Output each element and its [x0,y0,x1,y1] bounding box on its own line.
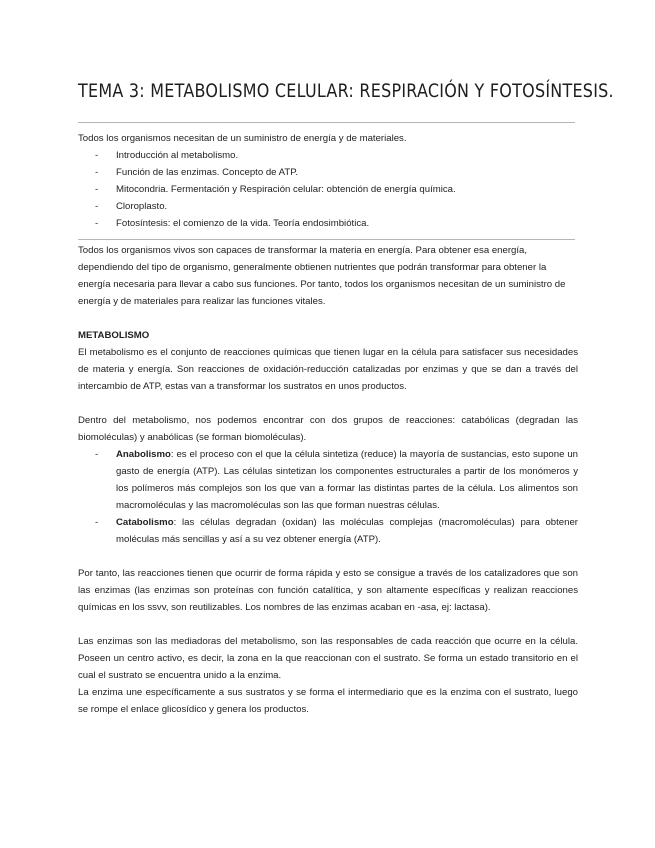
topic-item: - Fotosíntesis: el comienzo de la vida. Teoría endosimbiótica. [78,215,578,232]
metabolism-paragraph-3: Por tanto, las reacciones tienen que ocurrir de forma rápida y esto se consigue a través de los catalizadores que son las enzimas (las enzimas son proteínas con función catalítica, y son altamente específicas y realizan reacciones químicas en los ssvv, son reutilizables. Los nombres de las enzimas acaban en -asa, ej: lactasa). [78,568,578,613]
reaction-types-list [78,446,578,548]
term-catabolism: Catabolismo [116,517,174,528]
metabolism-paragraph-5: La enzima une específicamente a sus sustratos y se forma el intermediario que es la enzima con el sustrato, luego se rompe el enlace glicosídico y genera los productos. [78,687,578,715]
catabolism-description: : las células degradan (oxidan) las moléculas complejas (macromoléculas) para obtener moléculas más sencillas y así a su vez obtener energía (ATP). [116,517,578,545]
metabolism-paragraph-1: El metabolismo es el conjunto de reacciones químicas que tienen lugar en la célula para satisfacer sus necesidades de materia y energía. Son reacciones de oxidación-reducción catalizadas por enzimas y que se dan a través del intercambio de ATP, estas van a transformar los sustratos en unos productos. [78,347,578,392]
topic-item: - Función de las enzimas. Concepto de ATP. [78,164,578,181]
title-divider [78,122,575,123]
definition-catabolism [78,514,578,548]
metabolism-paragraph-4: Las enzimas son las mediadoras del metabolismo, son las responsables de cada reacción que ocurre en la célula. Poseen un centro activo, es decir, la zona en la que reaccionan con el sustrato. Se forma un estado transitorio en el cual el sustrato se encuentra unido a la enzima. [78,636,578,681]
topic-item: - Cloroplasto. [78,198,578,215]
section-heading-metabolismo: METABOLISMO [78,330,150,341]
overview-section [78,242,578,310]
topic-item: - Introducción al metabolismo. [78,147,578,164]
page-title: TEMA 3: METABOLISMO CELULAR: RESPIRACIÓN Y FOTOSÍNTESIS. [78,80,614,102]
definition-anabolism [78,446,578,514]
topics-divider [78,239,575,240]
overview-paragraph: Todos los organismos vivos son capaces de transformar la materia en energía. Para obtener esa energía, dependiendo del tipo de organismo, generalmente obtienen nutrientes que podrán transformar para obtener la energía necesaria para llevar a cabo sus funciones. Por tanto, todos los organismos necesitan de un suministro de energía y de materiales para realizar las funciones vitales. [78,245,566,307]
metabolism-paragraph-2: Dentro del metabolismo, nos podemos encontrar con dos grupos de reacciones: catabólicas (degradan las biomoléculas) y anabólicas (se forman biomoléculas). [78,415,578,443]
topics-list [78,147,578,232]
anabolism-description: : es el proceso con el que la célula sintetiza (reduce) la mayoría de sustancias, esto supone un gasto de energía (ATP). Las células sintetizan los componentes estructurales a partir de los monómeros y los polímeros más complejos son los que van a formar las distintas partes de la célula. Los alimentos son macromoléculas y las macromoléculas son las que forman nuestras células. [116,449,578,511]
document-body [78,130,578,718]
term-anabolism: Anabolismo [116,449,171,460]
intro-paragraph: Todos los organismos necesitan de un suministro de energía y de materiales. [78,133,407,144]
topic-item: - Mitocondria. Fermentación y Respiración celular: obtención de energía química. [78,181,578,198]
